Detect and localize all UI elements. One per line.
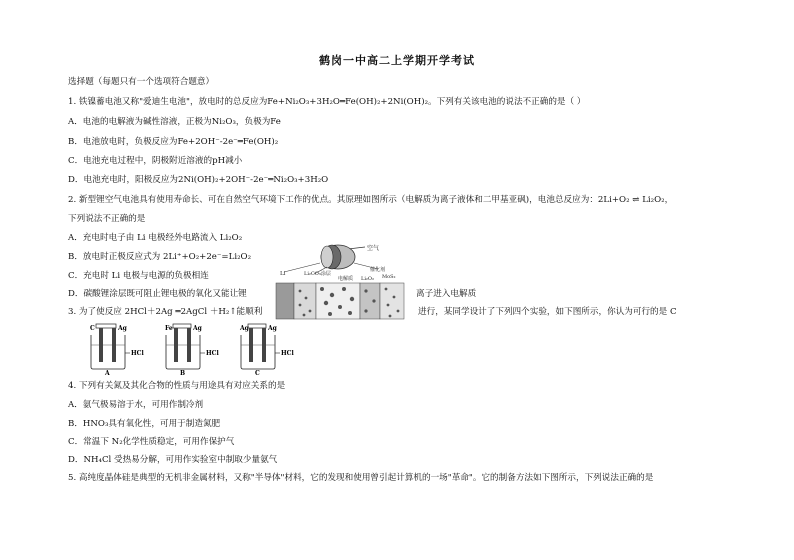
q4-option-c: C．常温下 N₂化学性质稳定，可用作保护气 xyxy=(68,437,235,447)
cell-a-right-electrode: Ag xyxy=(118,325,127,332)
q1-option-c: C．电池充电过程中，阴极附近溶液的pH减小 xyxy=(68,156,243,166)
q2-option-a: A．充电时电子由 Li 电极经外电路流入 Li₂O₂ xyxy=(68,233,243,243)
cell-b xyxy=(163,323,225,375)
cell-b-left-electrode: Fe xyxy=(165,325,173,332)
q2-stem: 2. 新型锂空气电池具有使用寿命长、可在自然空气环境下工作的优点。其原理如图所示（电解质为离子液体和二甲基亚砜)，电池总反应为：2Li+O₂ ⇌ Li₂O₂， xyxy=(68,195,674,205)
q3-stem-left: 3. 为了使反应 2HCl＋2Ag ═2AgCl ＋H₂↑能顺利 xyxy=(68,307,263,317)
q2-option-c: C．充电时 Li 电极与电源的负极相连 xyxy=(68,271,209,281)
q1-option-d: D．电池充电时，阳极反应为2Ni(OH)₂+2OH⁻-2e⁻═Ni₂O₃+3H₂O xyxy=(68,175,329,185)
q2-option-d-right: 离子进入电解质 xyxy=(416,289,477,299)
section-heading: 选择题（每题只有一个选项符合题意） xyxy=(68,77,215,87)
cell-c xyxy=(238,323,300,375)
label-electrolyte: 电解质 xyxy=(338,276,354,282)
cell-a-label: A xyxy=(105,370,110,375)
q1-option-a: A．电池的电解液为碱性溶液，正极为Ni₂O₃，负极为Fe xyxy=(68,117,281,127)
q1-stem: 1. 铁镍蓄电池又称"爱迪生电池"，放电时的总反应为Fe+Ni₂O₃+3H₂O═Fe(OH)₂+2Ni(OH)₂。下列有关该电池的说法不正确的是（ ） xyxy=(68,97,586,107)
cell-c-solution: HCl xyxy=(281,350,294,357)
q3-stem-right: 进行，某同学设计了下列四个实验，如下图所示，你认为可行的是 C xyxy=(418,307,677,317)
cell-b-right-electrode: Ag xyxy=(193,325,202,332)
q4-option-b: B．HNO₃具有氧化性，可用于制造氮肥 xyxy=(68,419,221,429)
q5-stem: 5. 高纯度晶体硅是典型的无机非金属材料，又称"半导体"材料，它的发现和使用曾引起计算机的一场"革命"。它的制备方法如下图所示，下列说法正确的是 xyxy=(68,473,654,483)
cell-b-label: B xyxy=(180,370,186,375)
q4-option-d: D．NH₄Cl 受热易分解，可用作实验室中制取少量氨气 xyxy=(68,455,278,465)
q1-option-b: B．电池放电时，负极反应为Fe+2OH⁻-2e⁻═Fe(OH)₂ xyxy=(68,137,279,147)
cell-a-left-electrode: C xyxy=(90,325,95,332)
cell-c-label: C xyxy=(255,370,260,375)
label-li2o2: Li₂O₂ xyxy=(361,276,375,282)
label-li: Li xyxy=(280,271,286,277)
q2-stem-continued: 下列说法不正确的是 xyxy=(68,214,146,224)
exam-title: 鹤岗一中高二上学期开学考试 xyxy=(319,54,475,67)
label-air: 空气 xyxy=(367,245,380,252)
cell-a-solution: HCl xyxy=(131,350,144,357)
label-catalyst: 催化剂 xyxy=(370,267,386,273)
cell-a xyxy=(88,323,150,375)
cell-c-left-electrode: Ag xyxy=(240,325,249,332)
q2-option-b: B．放电时正极反应式为 2Li⁺+O₂+2e⁻=Li₂O₂ xyxy=(68,252,252,262)
cell-c-right-electrode: Ag xyxy=(268,325,277,332)
cell-b-solution: HCl xyxy=(206,350,219,357)
q4-stem: 4. 下列有关氮及其化合物的性质与用途具有对应关系的是 xyxy=(68,381,286,391)
q4-option-a: A．氨气极易溶于水，可用作制冷剂 xyxy=(68,400,204,410)
label-mos2: MoS₂ xyxy=(382,274,396,280)
label-coating: Li₂CO₃涂层 xyxy=(304,271,331,277)
q2-option-d-left: D．碳酸锂涂层既可阻止锂电极的氧化又能让锂 xyxy=(68,289,247,299)
battery-diagram xyxy=(270,241,410,321)
